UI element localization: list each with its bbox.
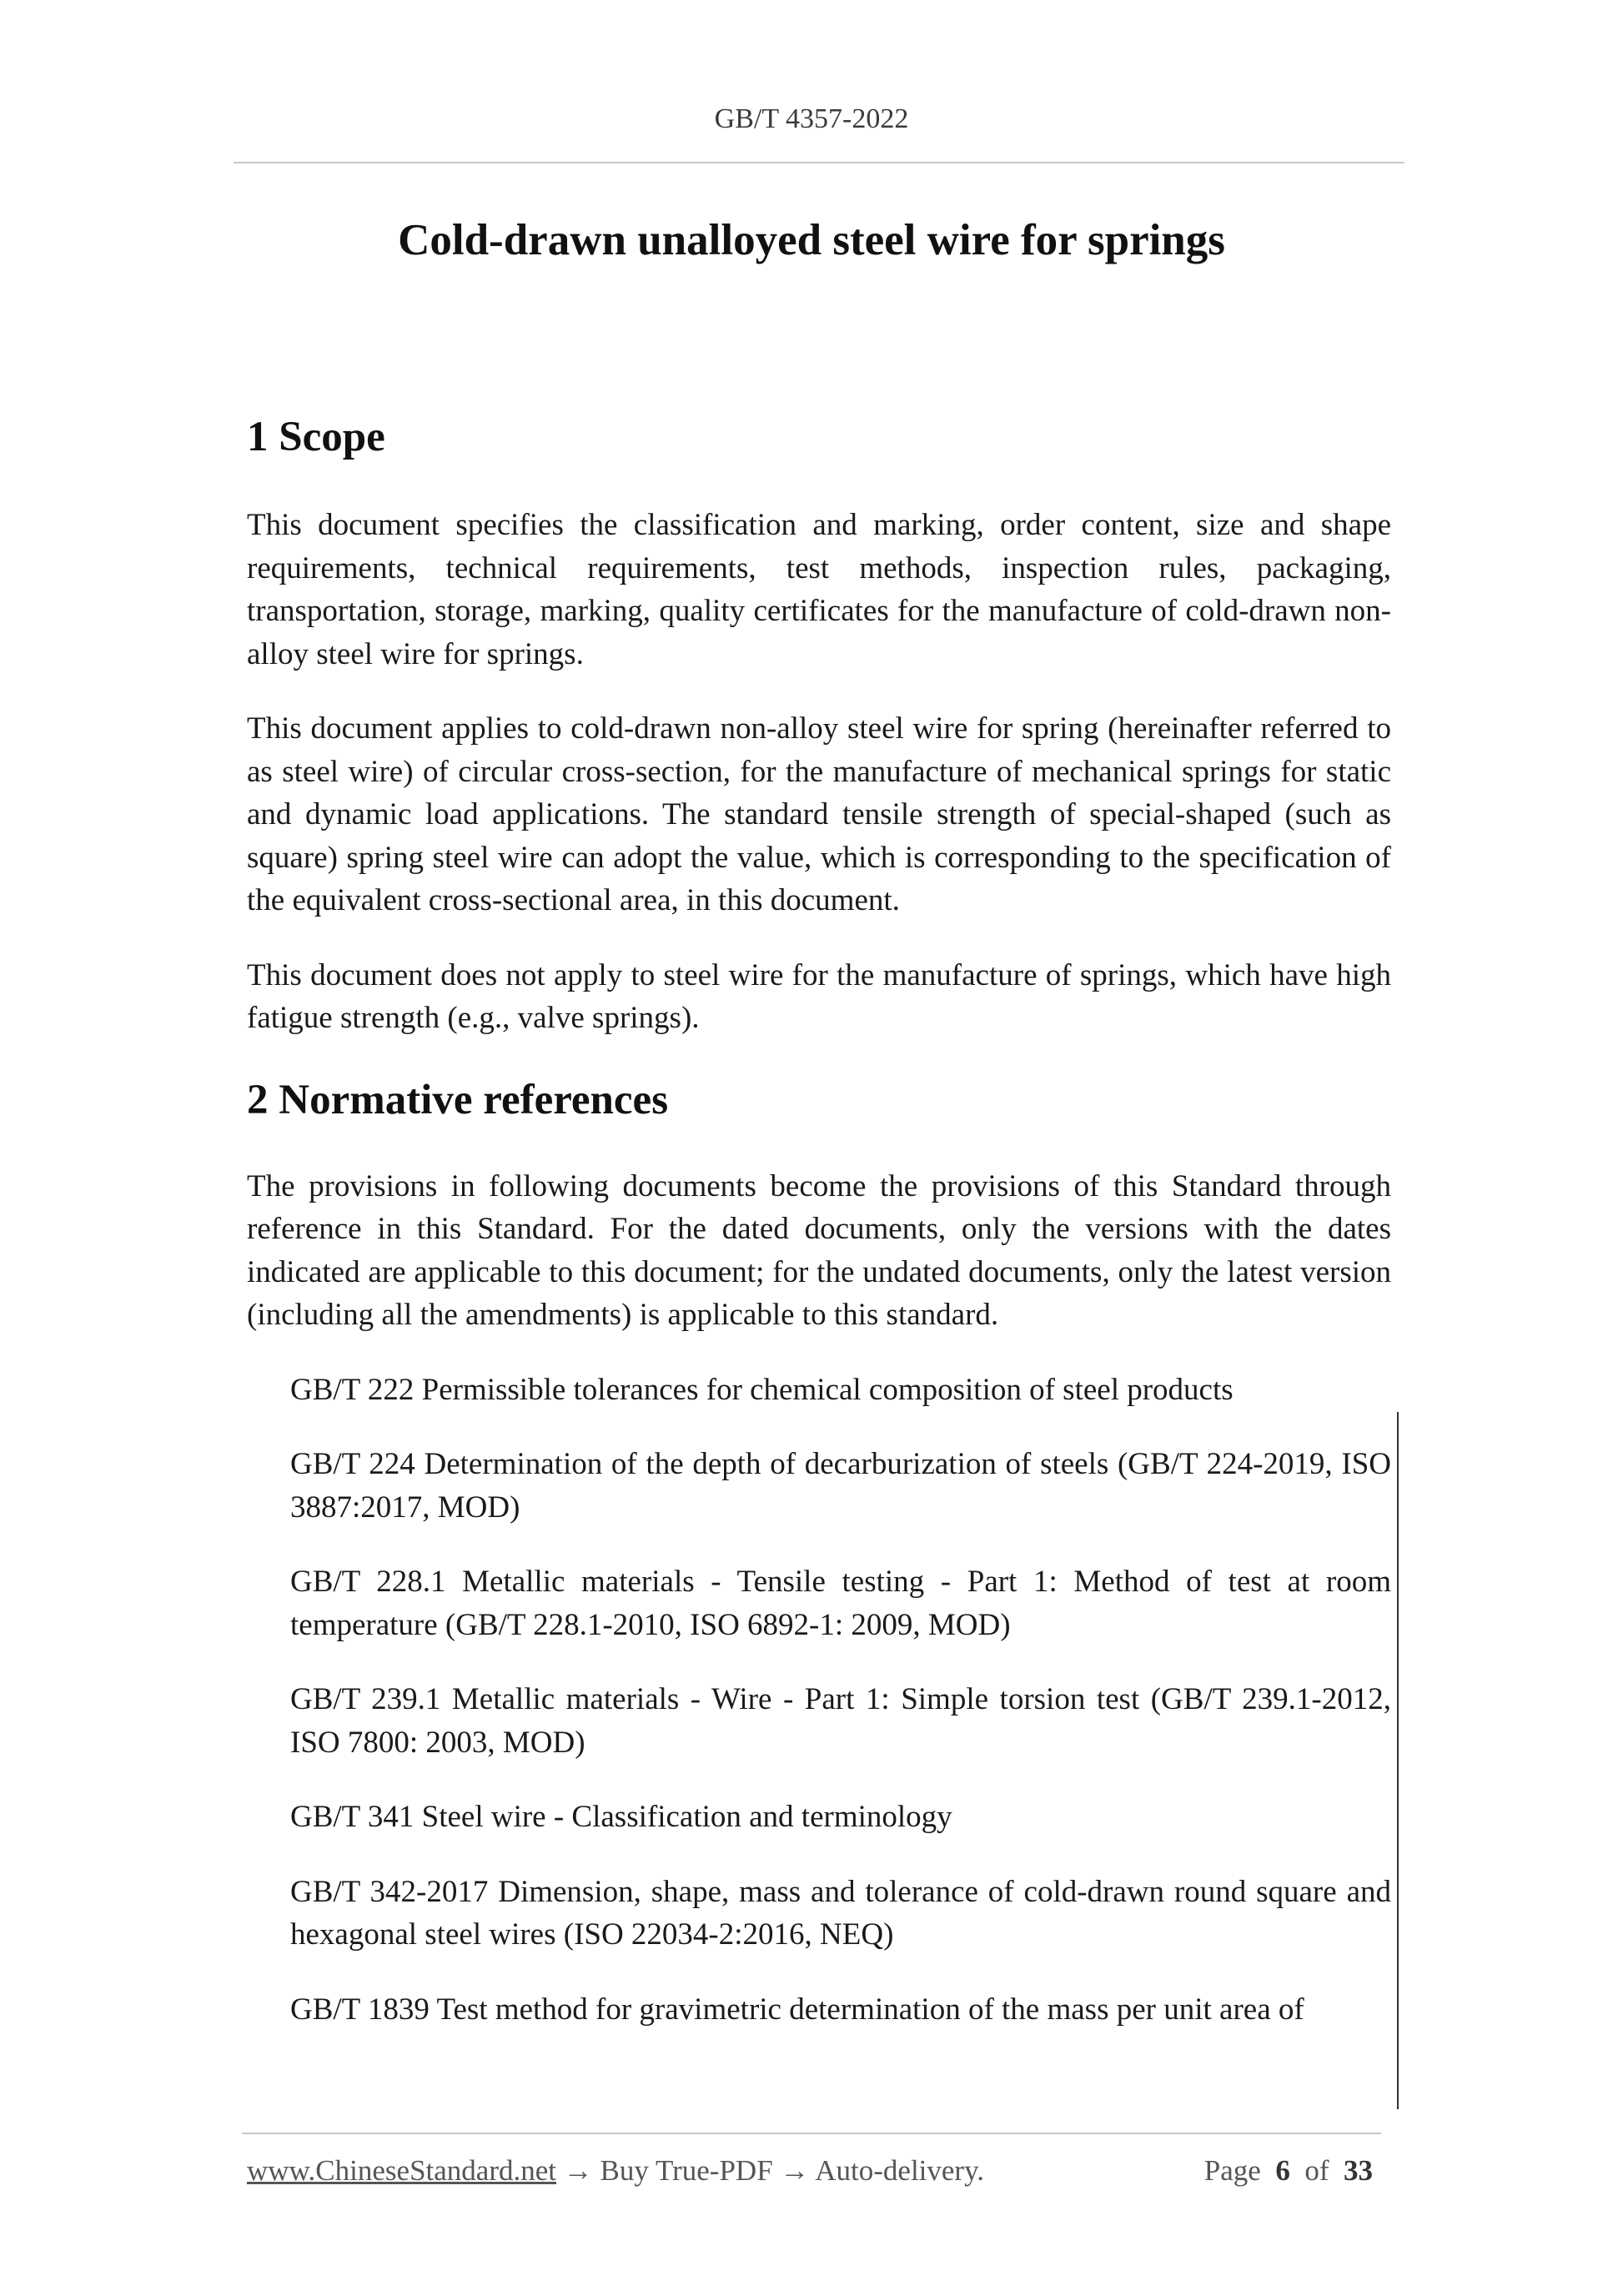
reference-list (247, 1369, 1391, 2032)
site-link[interactable]: www.ChineseStandard.net (247, 2154, 556, 2187)
document-title: Cold-drawn unalloyed steel wire for springs (398, 216, 1225, 264)
footer-promo (247, 2154, 984, 2188)
reference-item: GB/T 342-2017 Dimension, shape, mass and tolerance of cold-drawn round square and hexagonal steel wires (ISO 22034-2:2016, NEQ) (290, 1874, 1391, 1952)
scope-paragraph: This document specifies the classification and marking, order content, size and shape requirements, technical requirements, test methods, inspection rules, packaging, transportation, storage, marking, quality certificates for the manufacture of cold-drawn non-alloy steel wire for springs. (247, 508, 1391, 671)
scope-paragraph: This document does not apply to steel wire for the manufacture of springs, which have high fatigue strength (e.g., valve springs). (247, 957, 1391, 1035)
page-number (1204, 2154, 1373, 2188)
page-current: 6 (1275, 2154, 1290, 2187)
page-label: Page (1203, 2154, 1261, 2187)
page-of: of (1304, 2154, 1329, 2187)
scope-paragraph: This document applies to cold-drawn non-alloy steel wire for spring (hereinafter referred to as steel wire) of circular cross-section, for the manufacture of mechanical springs for static and dynamic load applications. The standard tensile strength of special-shaped (such as square) spring steel wire can adopt the value, which is corresponding to the specification of the equivalent cross-sectional area, in this document. (247, 711, 1391, 917)
footer-divider (242, 2133, 1381, 2134)
arrow-right-icon: → (563, 2154, 593, 2187)
normative-references-paragraph: The provisions in following documents become the provisions of this Standard through reference in this Standard. For the dated documents, only the versions with the dates indicated are applicable to this document; for the undated documents, only the latest version (including all the amendments) is applicable to this standard. (247, 1168, 1391, 1332)
header-divider (234, 162, 1404, 163)
revision-bar (1397, 1412, 1399, 2109)
page-total: 33 (1344, 2154, 1373, 2187)
reference-item: GB/T 228.1 Metallic materials - Tensile testing - Part 1: Method of test at room temperature (GB/T 228.1-2010, ISO 6892-1: 2009, MOD) (290, 1565, 1391, 1642)
arrow-right-icon: → (780, 2154, 810, 2187)
reference-item: GB/T 341 Steel wire - Classification and terminology (290, 1800, 952, 1834)
reference-item: GB/T 224 Determination of the depth of decarburization of steels (GB/T 224-2019, ISO 3887:2017, MOD) (290, 1447, 1391, 1525)
reference-item: GB/T 239.1 Metallic materials - Wire - Part 1: Simple torsion test (GB/T 239.1-2012, ISO 7800: 2003, MOD) (290, 1682, 1391, 1760)
section-heading-scope: 1 Scope (247, 414, 385, 460)
document-body (247, 407, 1391, 2062)
delivery-text: Auto-delivery. (815, 2154, 985, 2187)
running-header: GB/T 4357-2022 (714, 103, 909, 134)
buy-text: Buy True-PDF (600, 2154, 773, 2187)
section-heading-normative-references: 2 Normative references (247, 1076, 669, 1123)
reference-item: GB/T 222 Permissible tolerances for chemical composition of steel products (290, 1372, 1234, 1407)
reference-item: GB/T 1839 Test method for gravimetric determination of the mass per unit area of (290, 1992, 1304, 2027)
